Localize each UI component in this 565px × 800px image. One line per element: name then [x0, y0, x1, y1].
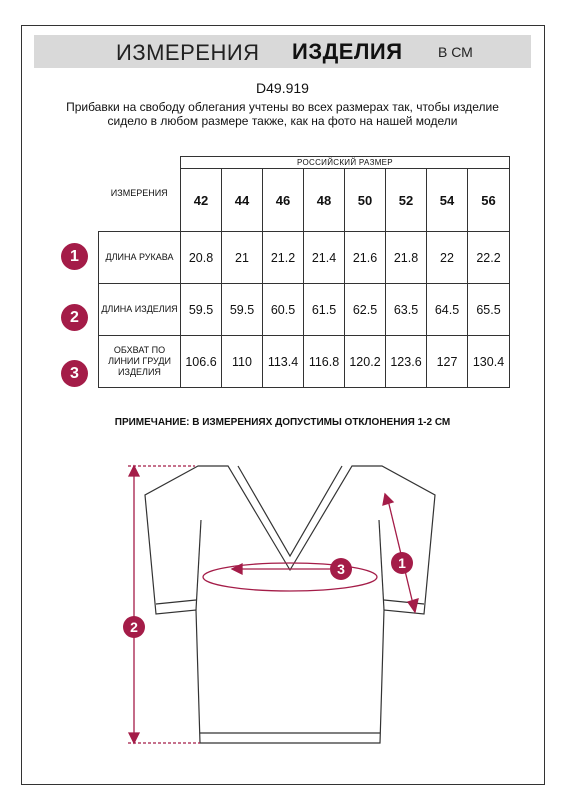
table-cell: 123.6 [386, 336, 427, 388]
size-header: 52 [386, 169, 427, 232]
row-number-badge: 2 [61, 304, 88, 331]
fit-note: Прибавки на свободу облегания учтены во всех размерах так, чтобы изделие сидело в любом размере также, как на фото на нашей модели [66, 100, 499, 128]
marker-2-label: 2 [130, 619, 138, 635]
garment-diagram [0, 440, 565, 770]
table-cell: 21.4 [304, 232, 345, 284]
table-cell: 59.5 [222, 284, 263, 336]
tshirt-outline [145, 466, 435, 743]
table-cell: 21.6 [345, 232, 386, 284]
table-cell: 64.5 [427, 284, 468, 336]
table-row [99, 284, 510, 336]
table-cell: 21.8 [386, 232, 427, 284]
size-header: 50 [345, 169, 386, 232]
marker-2 [123, 616, 145, 638]
table-cell: 62.5 [345, 284, 386, 336]
table-cell: 20.8 [181, 232, 222, 284]
table-cell: 113.4 [263, 336, 304, 388]
table-cell: 106.6 [181, 336, 222, 388]
size-caption: РОССИЙСКИЙ РАЗМЕР [181, 157, 510, 169]
title-band [34, 35, 531, 68]
table-cell: 59.5 [181, 284, 222, 336]
row-number-badge: 1 [61, 243, 88, 270]
size-header: 42 [181, 169, 222, 232]
title-word-measurements: ИЗМЕРЕНИЯ [116, 40, 260, 65]
row-label: ДЛИНА ИЗДЕЛИЯ [99, 284, 181, 336]
size-header: 48 [304, 169, 345, 232]
marker-3-label: 3 [337, 561, 345, 577]
table-row [99, 232, 510, 284]
table-cell: 21 [222, 232, 263, 284]
table-cell: 22.2 [468, 232, 510, 284]
table-cell: 61.5 [304, 284, 345, 336]
table-cell: 22 [427, 232, 468, 284]
size-header: 44 [222, 169, 263, 232]
table-cell: 127 [427, 336, 468, 388]
title-unit: В СМ [438, 44, 473, 60]
table-cell: 63.5 [386, 284, 427, 336]
row-label: ДЛИНА РУКАВА [99, 232, 181, 284]
table-cell: 120.2 [345, 336, 386, 388]
table-cell: 130.4 [468, 336, 510, 388]
table-cell: 21.2 [263, 232, 304, 284]
size-header: 54 [427, 169, 468, 232]
corner-label: ИЗМЕРЕНИЯ [99, 157, 181, 232]
table-cell: 60.5 [263, 284, 304, 336]
tolerance-footnote: ПРИМЕЧАНИЕ: В ИЗМЕРЕНИЯХ ДОПУСТИМЫ ОТКЛОНЕНИЯ 1-2 СМ [114, 417, 451, 428]
measure-lines [128, 466, 418, 743]
row-label: ОБХВАТ ПО ЛИНИИ ГРУДИ ИЗДЕЛИЯ [99, 336, 181, 388]
table-cell: 116.8 [304, 336, 345, 388]
row-number-badge: 3 [61, 360, 88, 387]
marker-1-label: 1 [398, 555, 406, 571]
table-cell: 110 [222, 336, 263, 388]
product-code: D49.919 [256, 80, 309, 96]
size-table [98, 156, 510, 388]
marker-1 [391, 552, 413, 574]
marker-3 [330, 558, 352, 580]
title-word-garment: ИЗДЕЛИЯ [292, 39, 403, 64]
table-cell: 65.5 [468, 284, 510, 336]
size-header: 46 [263, 169, 304, 232]
table-row [99, 336, 510, 388]
size-header: 56 [468, 169, 510, 232]
